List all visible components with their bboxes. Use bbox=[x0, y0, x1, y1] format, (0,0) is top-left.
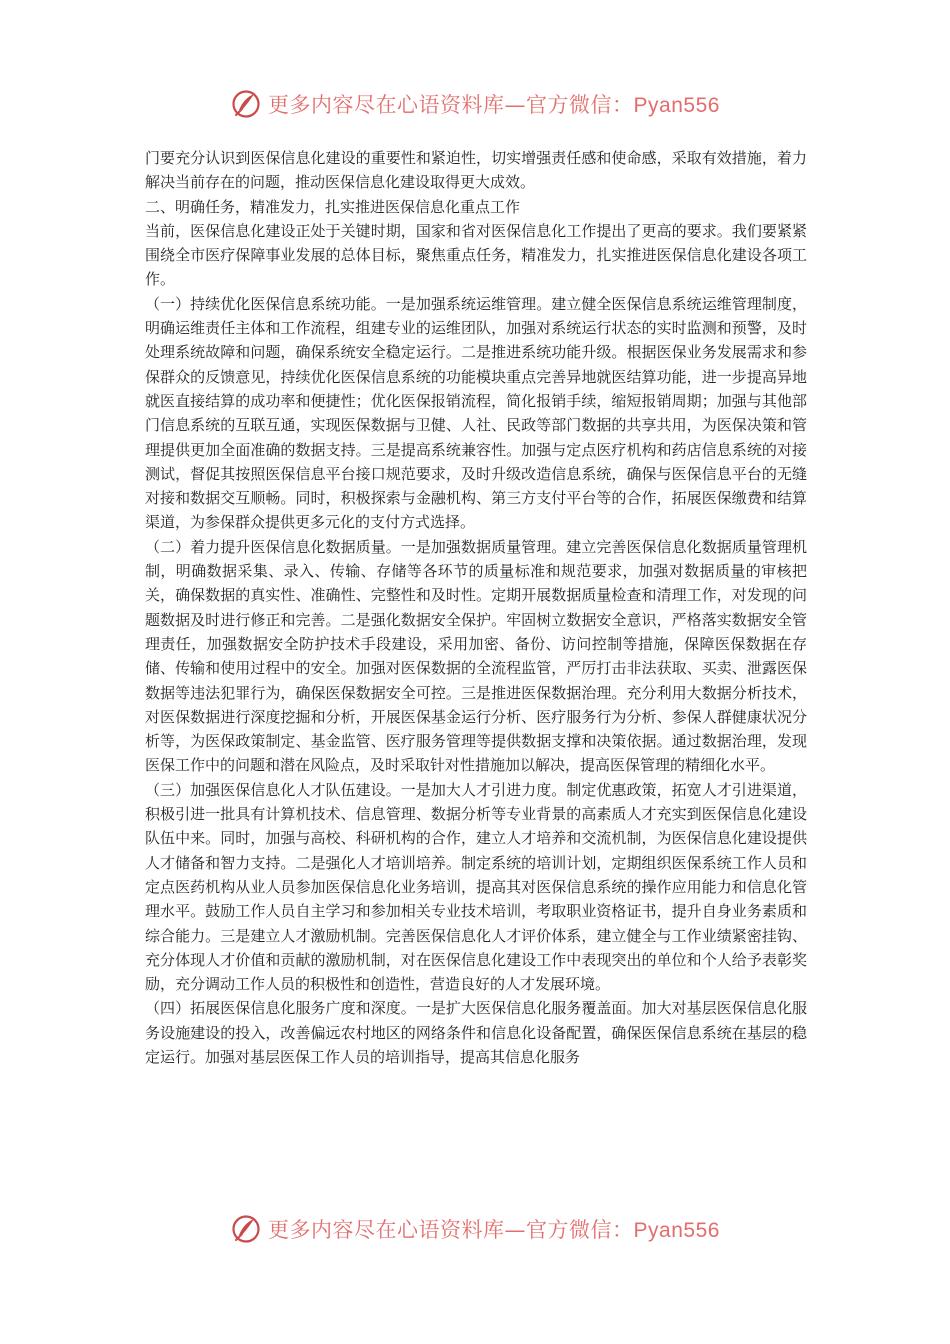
watermark-text: 更多内容尽在心语资料库—官方微信：Pyan556 bbox=[268, 1218, 720, 1242]
paragraph-item-4: （四）拓展医保信息化服务广度和深度。一是扩大医保信息化服务覆盖面。加大对基层医保信息化服务设施建设的投入，改善偏远农村地区的网络条件和信息化设备配置，确保医保信息系统在基层的稳定运行。加强对基层医保工作人员的培训指导，提高其信息化服务 bbox=[145, 999, 807, 1066]
header-watermark bbox=[0, 84, 950, 124]
paragraph-intro: 当前，医保信息化建设正处于关键时期，国家和省对医保信息化工作提出了更高的要求。我们要紧紧围绕全市医疗保障事业发展的总体目标，聚焦重点任务，精准发力，扎实推进医保信息化建设各项工作。 bbox=[145, 221, 807, 289]
section-heading: 二、明确任务，精准发力，扎实推进医保信息化重点工作 bbox=[145, 197, 521, 216]
watermark-text: 更多内容尽在心语资料库—官方微信：Pyan556 bbox=[268, 93, 720, 117]
paragraph-item-3: （三）加强医保信息化人才队伍建设。一是加大人才引进力度。制定优惠政策，拓宽人才引进渠道，积极引进一批具有计算机技术、信息管理、数据分析等专业背景的高素质人才充实到医保信息化建设队伍中来。同时，加强与高校、科研机构的合作，建立人才培养和交流机制，为医保信息化建设提供人才储备和智力支持。二是强化人才培训培养。制定系统的培训计划，定期组织医保系统工作人员和定点医药机构从业人员参加医保信息化业务培训，提高其对医保信息系统的操作应用能力和信息化管理水平。鼓励工作人员自主学习和参加相关专业技术培训，考取职业资格证书，提升自身业务素质和综合能力。三是建立人才激励机制。完善医保信息化人才评价体系，建立健全与工作业绩紧密挂钩、充分体现人才价值和贡献的激励机制，对在医保信息化建设工作中表现突出的单位和个人给予表彰奖励，充分调动工作人员的积极性和创造性，营造良好的人才发展环境。 bbox=[145, 780, 807, 994]
paragraph-continuation: 门要充分认识到医保信息化建设的重要性和紧迫性，切实增强责任感和使命感，采取有效措施，着力解决当前存在的问题，推动医保信息化建设取得更大成效。 bbox=[145, 149, 807, 192]
footer-watermark bbox=[0, 1209, 950, 1249]
wechat-id: Pyan556 bbox=[633, 1219, 720, 1242]
document-body bbox=[145, 146, 807, 1069]
paragraph-item-1: （一）持续优化医保信息系统功能。一是加强系统运维管理。建立健全医保信息系统运维管理制度，明确运维责任主体和工作流程，组建专业的运维团队，加强对系统运行状态的实时监测和预警，及时处理系统故障和问题，确保系统安全稳定运行。二是推进系统功能升级。根据医保业务发展需求和参保群众的反馈意见，持续优化医保信息系统的功能模块重点完善异地就医结算功能，进一步提高异地就医直接结算的成功率和便捷性；优化医保报销流程，简化报销手续，缩短报销周期；加强与其他部门信息系统的互联互通，实现医保数据与卫健、人社、民政等部门数据的共享共用，为医保决策和管理提供更加全面准确的数据支持。三是提高系统兼容性。加强与定点医疗机构和药店信息系统的对接测试，督促其按照医保信息平台接口规范要求，及时升级改造信息系统，确保与医保信息平台的无缝对接和数据交互顺畅。同时，积极探索与金融机构、第三方支付平台等的合作，拓展医保缴费和结算渠道，为参保群众提供更多元化的支付方式选择。 bbox=[145, 294, 807, 532]
pen-logo-icon bbox=[230, 1213, 262, 1245]
pen-logo-icon bbox=[230, 88, 262, 120]
wechat-id: Pyan556 bbox=[633, 94, 720, 117]
paragraph-item-2: （二）着力提升医保信息化数据质量。一是加强数据质量管理。建立完善医保信息化数据质量管理机制，明确数据采集、录入、传输、存储等各环节的质量标准和规范要求，加强对数据质量的审核把关，确保数据的真实性、准确性、完整性和及时性。定期开展数据质量检查和清理工作，对发现的问题数据及时进行修正和完善。二是强化数据安全保护。牢固树立数据安全意识，严格落实数据安全管理责任，加强数据安全防护技术手段建设，采用加密、备份、访问控制等措施，保障医保数据在存储、传输和使用过程中的安全。加强对医保数据的全流程监管，严厉打击非法获取、买卖、泄露医保数据等违法犯罪行为，确保医保数据安全可控。三是推进医保数据治理。充分利用大数据分析技术，对医保数据进行深度挖掘和分析，开展医保基金运行分析、医疗服务行为分析、参保人群健康状况分析等，为医保政策制定、基金监管、医疗服务管理等提供数据支撑和决策依据。通过数据治理，发现医保工作中的问题和潜在风险点，及时采取针对性措施加以解决，提高医保管理的精细化水平。 bbox=[145, 537, 807, 775]
